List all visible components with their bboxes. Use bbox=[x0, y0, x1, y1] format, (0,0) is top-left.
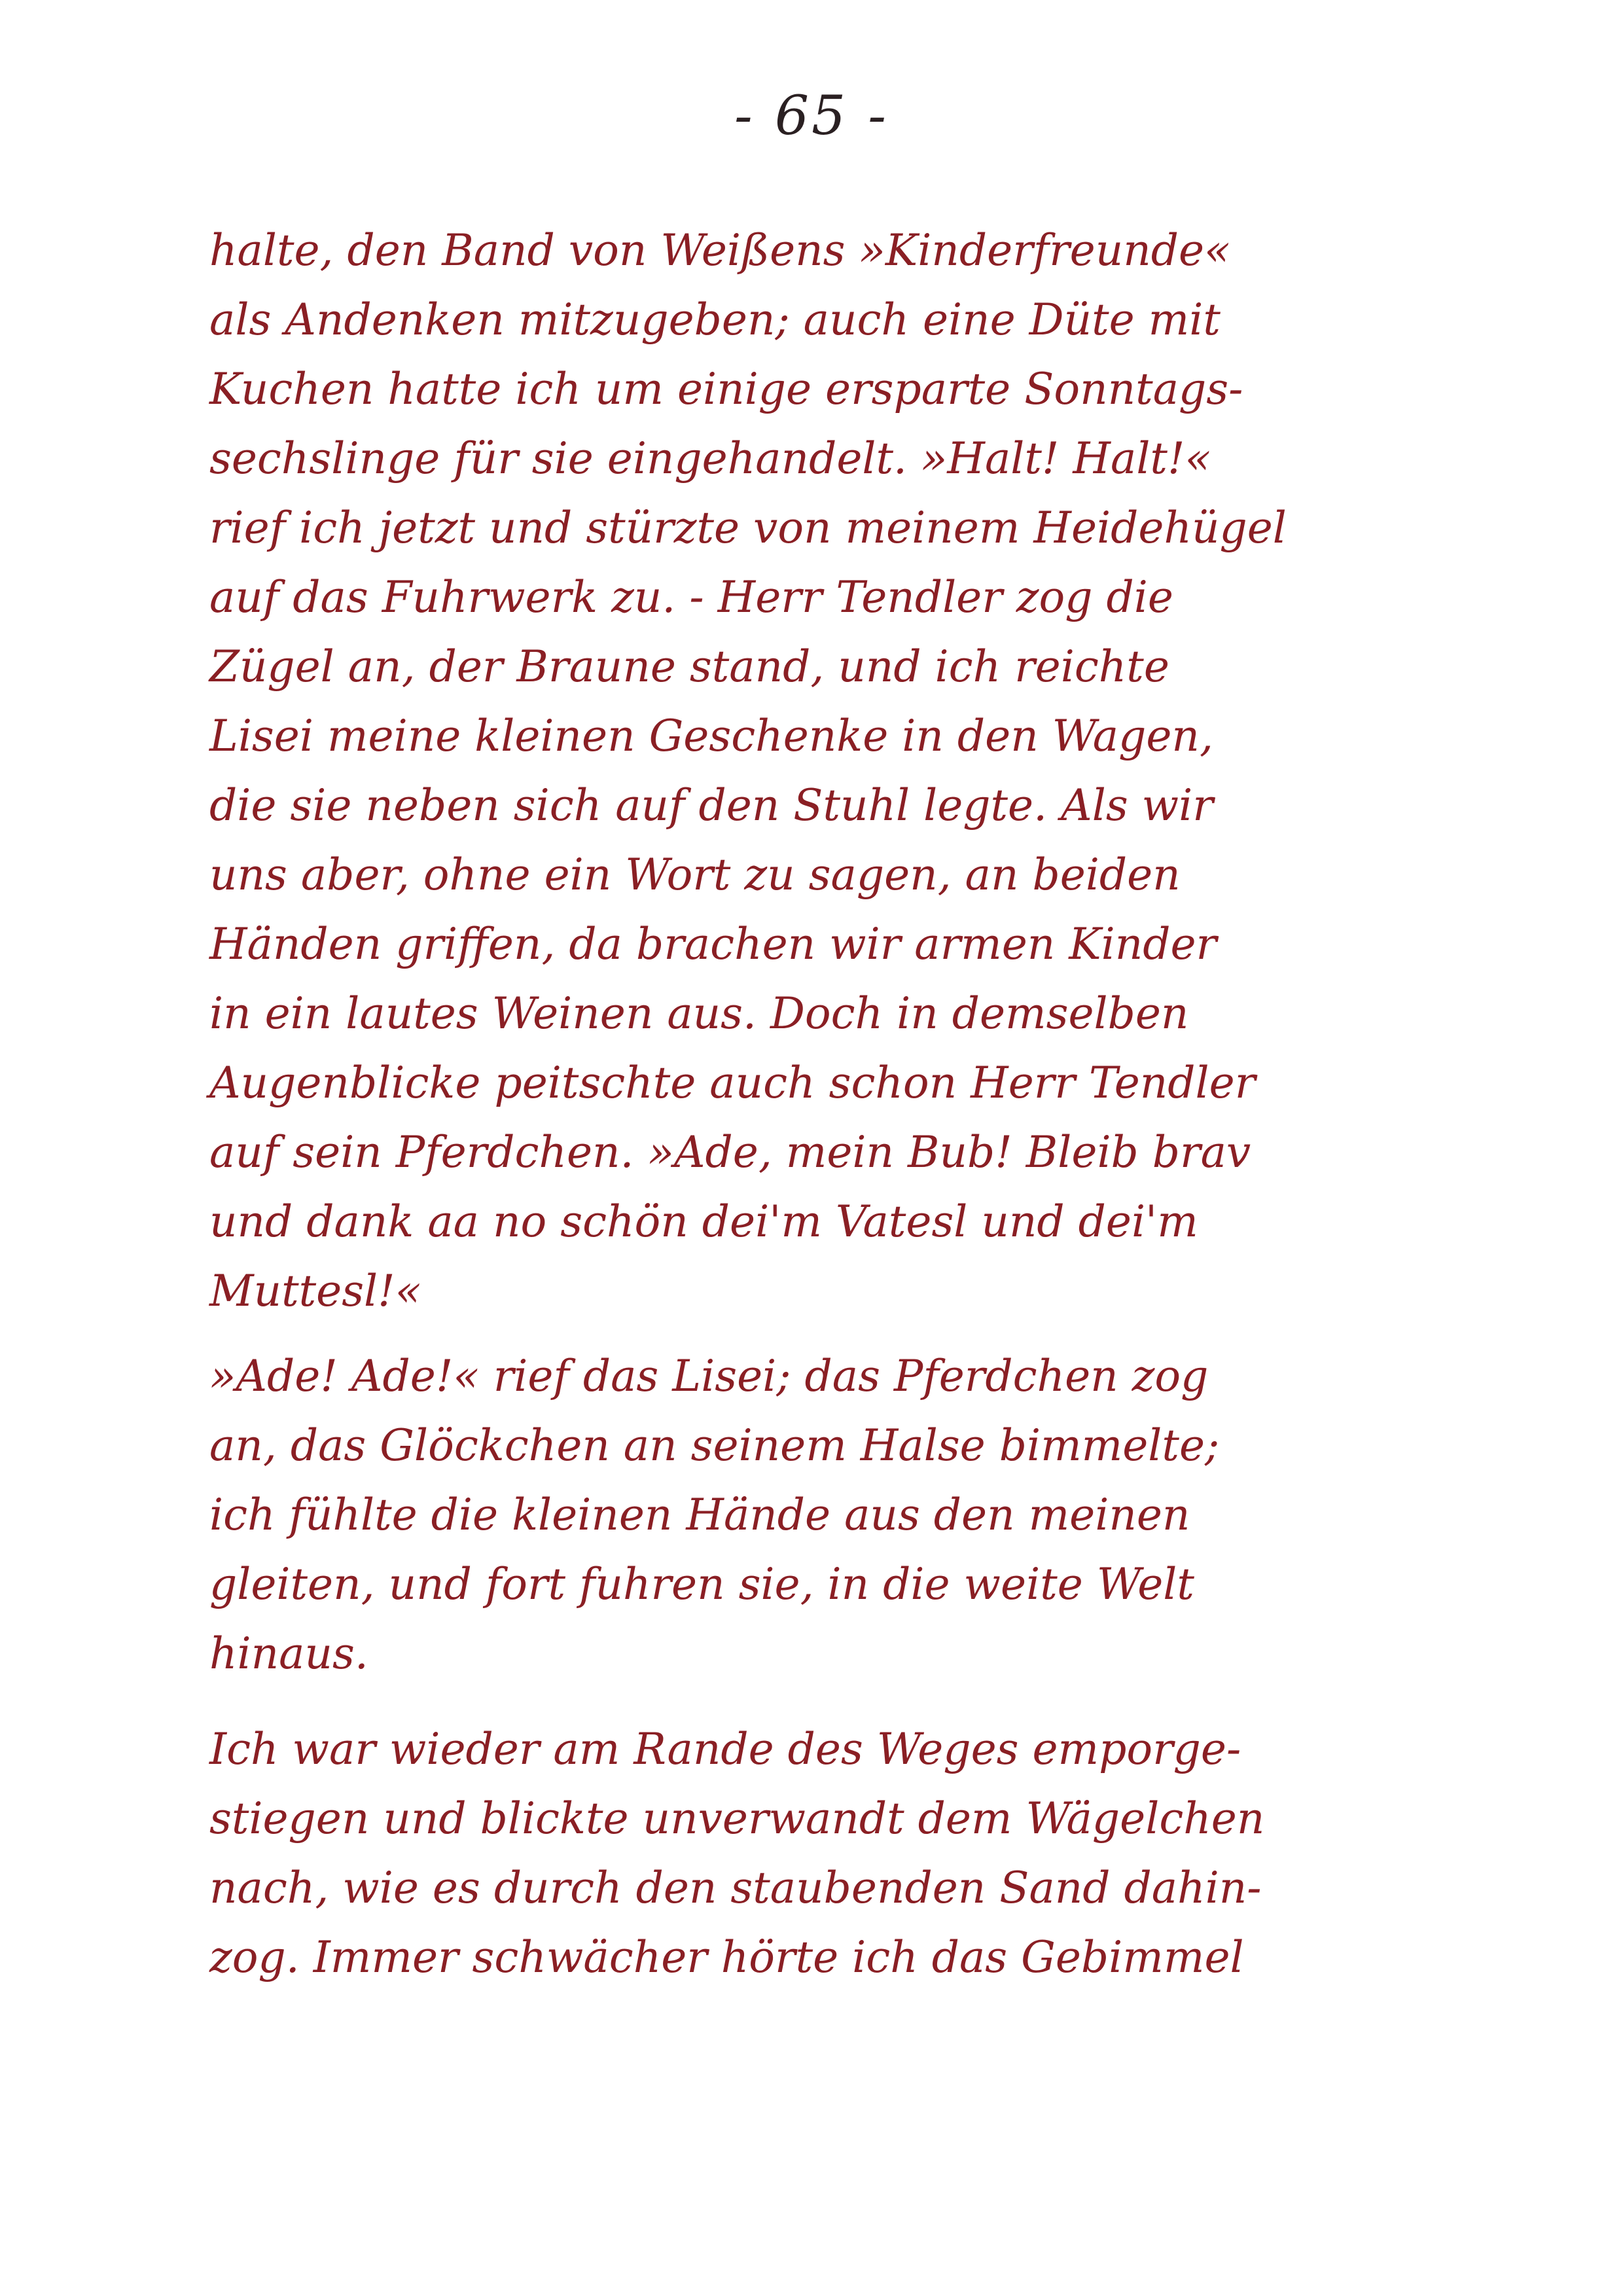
text-line: auf das Fuhrwerk zu. - Herr Tendler zog die bbox=[209, 572, 1173, 622]
paragraph-1 bbox=[209, 216, 1440, 1326]
page-number: - 65 - bbox=[734, 85, 889, 147]
text-line: nach, wie es durch den staubenden Sand dahin- bbox=[209, 1863, 1262, 1913]
text-line: uns aber, ohne ein Wort zu sagen, an beiden bbox=[209, 850, 1181, 900]
text-line: als Andenken mitzugeben; auch eine Düte mit bbox=[209, 295, 1221, 345]
text-line: Kuchen hatte ich um einige ersparte Sonntags- bbox=[209, 364, 1243, 414]
text-line: in ein lautes Weinen aus. Doch in demselben bbox=[209, 988, 1189, 1039]
text-line: sechslinge für sie eingehandelt. »Halt! Halt!« bbox=[209, 433, 1211, 484]
text-line: Augenblicke peitschte auch schon Herr Tendler bbox=[209, 1058, 1256, 1108]
text-line: »Ade! Ade!« rief das Lisei; das Pferdchen zog bbox=[209, 1351, 1209, 1401]
text-line: halte, den Band von Weißens »Kinderfreunde« bbox=[209, 225, 1231, 276]
text-line: ich fühlte die kleinen Hände aus den meinen bbox=[209, 1490, 1190, 1540]
text-line: Ich war wieder am Rande des Weges emporge- bbox=[209, 1724, 1241, 1774]
text-line: und dank aa no schön dei'm Vatesl und dei'm bbox=[209, 1196, 1198, 1247]
text-line: Lisei meine kleinen Geschenke in den Wagen, bbox=[209, 711, 1213, 761]
text-line: an, das Glöckchen an seinem Halse bimmelte; bbox=[209, 1420, 1220, 1471]
text-line: zog. Immer schwächer hörte ich das Gebimmel bbox=[209, 1932, 1244, 1982]
paragraph-2 bbox=[209, 1342, 1440, 1689]
text-line: stiegen und blickte unverwandt dem Wägelchen bbox=[209, 1793, 1265, 1844]
text-line: die sie neben sich auf den Stuhl legte. Als wir bbox=[209, 780, 1213, 831]
text-line: gleiten, und fort fuhren sie, in die weite Welt bbox=[209, 1559, 1194, 1609]
text-line: Zügel an, der Braune stand, und ich reichte bbox=[209, 641, 1169, 692]
paragraph-3 bbox=[209, 1715, 1440, 1992]
text-line: rief ich jetzt und stürzte von meinem Heidehügel bbox=[209, 503, 1287, 553]
text-line: hinaus. bbox=[209, 1628, 368, 1679]
text-line: auf sein Pferdchen. »Ade, mein Bub! Bleib brav bbox=[209, 1127, 1251, 1177]
text-line: Händen griffen, da brachen wir armen Kinder bbox=[209, 919, 1217, 969]
text-line: Muttesl!« bbox=[209, 1266, 422, 1316]
